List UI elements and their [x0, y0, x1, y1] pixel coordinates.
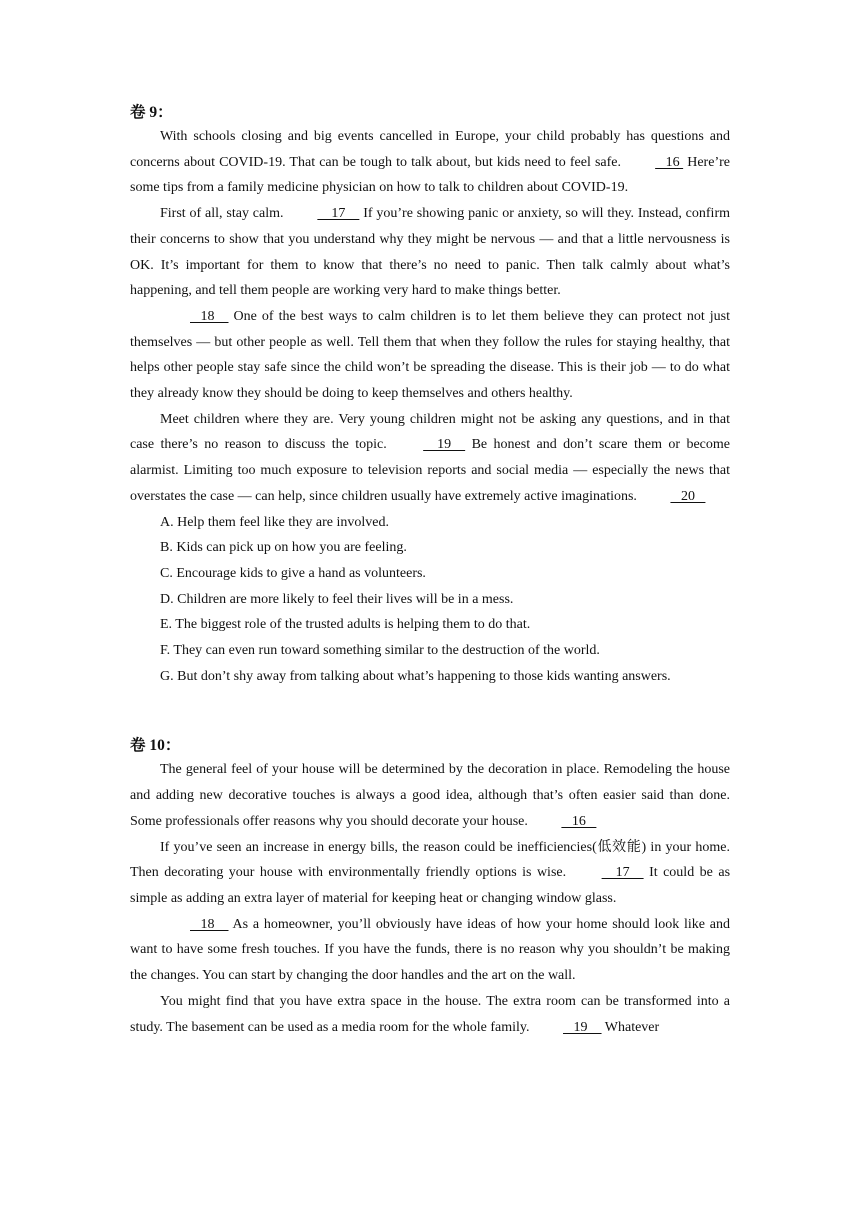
section-title: 卷 10： [130, 737, 181, 755]
passage-paragraph [130, 989, 730, 1040]
answer-blank: 19 [563, 1019, 602, 1035]
answer-blank: 17 [601, 865, 644, 881]
section-title: 卷 9： [130, 104, 173, 121]
answer-blank: 16 [561, 813, 597, 829]
answer-option: C. Encourage kids to give a hand as volunteers. [160, 565, 426, 581]
paragraph-text: Whatever [601, 1019, 660, 1035]
answer-blank: 18 [190, 916, 229, 932]
paragraph-text: If you’re showing panic or anxiety, so will they. Instead, confirm their concerns to show that you understand why they might be nervous — and that a little nervousness is OK. It’s important for them to know that there’s no need to panic. Then talk calmly about what’s happening, and tell them people are working very hard to make things better. [130, 206, 730, 299]
paragraph-text: First of all, stay calm. [160, 206, 288, 222]
paragraph-text: As a homeowner, you’ll obviously have ideas of how your home should look like and want to have some fresh touches. If you have the funds, there is no reason why you shouldn’t be making the changes. You can start by changing the door handles and the art on the wall. [130, 916, 730, 984]
paragraph-text: One of the best ways to calm children is to let them believe they can protect not just themselves — but other people as well. Tell them that when they follow the rules for staying healthy, that helps other people stay safe since the child won’t be spreading the disease. This is their job — to do what they already know they should be doing to keep themselves and others healthy. [130, 308, 730, 402]
paragraph-text: If you’ve seen an increase in energy bills, the reason could be inefficiencies(低效能) in your home. Then decorating your house with environmentally friendly options is wise. [130, 839, 730, 881]
answer-option: E. The biggest role of the trusted adults is helping them to do that. [160, 617, 531, 633]
paragraph-text: It could be as simple as adding an extra layer of material for keeping heat or changing window glass. [130, 865, 731, 906]
answer-blank: 16 [655, 154, 684, 170]
answer-option: B. Kids can pick up on how you are feeling. [160, 540, 407, 556]
passage-paragraph [130, 124, 730, 201]
paragraph-text: Be honest and don’t scare them or become alarmist. Limiting too much exposure to television reports and social media — especially the news that overstates the case — can help, since children usually have extremely active imaginations. [130, 437, 730, 504]
answer-option: F. They can even run toward something similar to the destruction of the world. [160, 643, 600, 659]
answer-option: D. Children are more likely to feel their lives will be in a mess. [160, 591, 514, 607]
paragraph-text: With schools closing and big events cancelled in Europe, your child probably has questions and concerns about COVID-19. That can be tough to talk about, but kids need to feel safe. [130, 129, 730, 170]
passage-paragraph [130, 757, 730, 834]
paragraph-text: Here’re some tips from a family medicine physician on how to talk to children about COVID-19. [130, 154, 730, 196]
paragraph-text: The general feel of your house will be determined by the decoration in place. Remodeling the house and adding new decorative touches is always a good idea, although that’s often easier said than done. Some professionals offer reasons why you should decorate your house. [130, 762, 730, 829]
passage-paragraph [130, 304, 730, 407]
answer-blank: 18 [190, 308, 229, 324]
passage-paragraph [130, 407, 730, 510]
document-page [130, 103, 730, 1040]
section-gap [130, 689, 730, 736]
answer-blank: 17 [317, 206, 360, 222]
passage-paragraph [130, 835, 730, 912]
passage-paragraph [130, 201, 730, 304]
answer-option: G. But don’t shy away from talking about what’s happening to those kids wanting answers. [160, 668, 671, 684]
answer-option: A. Help them feel like they are involved. [160, 514, 389, 530]
passage-paragraph [130, 912, 730, 989]
answer-blank: 19 [423, 437, 466, 453]
paragraph-text: You might find that you have extra space in the house. The extra room can be transformed into a study. The basement can be used as a media room for the whole family. [130, 993, 730, 1035]
answer-blank: 20 [670, 488, 706, 504]
paragraph-text: Meet children where they are. Very young children might not be asking any questions, and in that case there’s no reason to discuss the topic. [130, 411, 730, 453]
